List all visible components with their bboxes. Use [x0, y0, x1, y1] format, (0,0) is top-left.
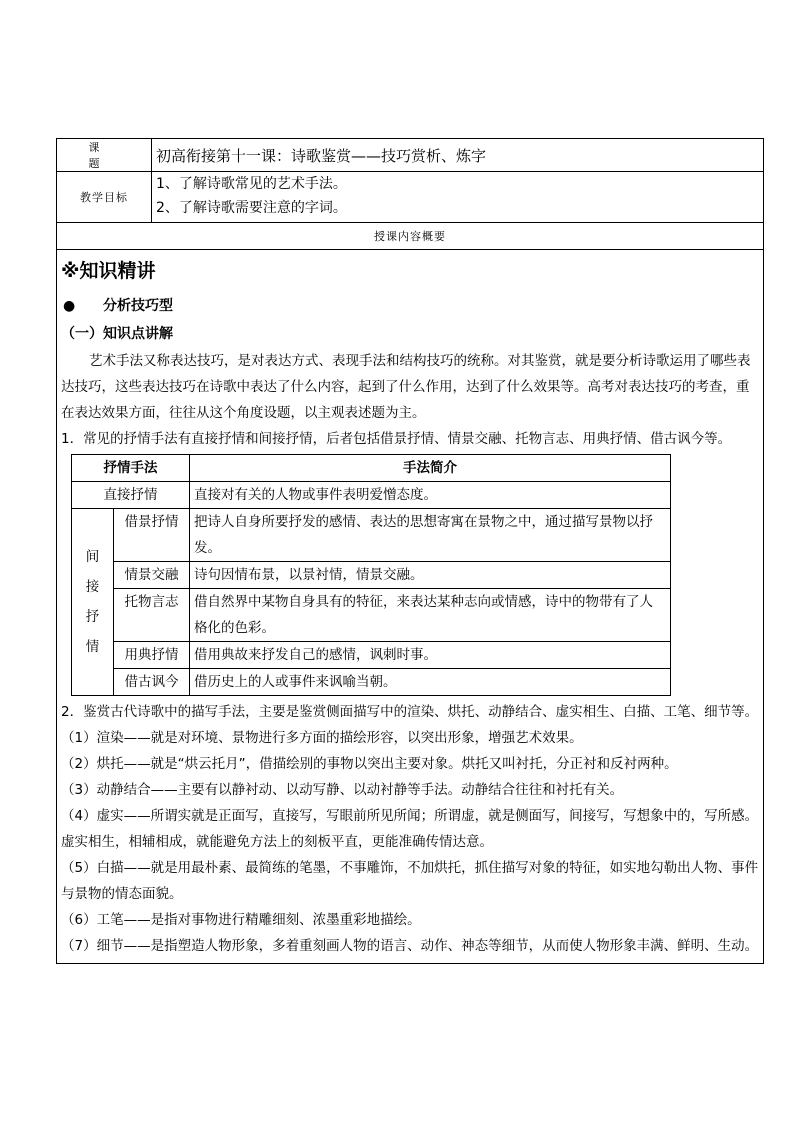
table-row: [72, 482, 671, 509]
method-name: 直接抒情: [72, 482, 190, 509]
summary-row: [57, 223, 764, 250]
method-desc: 直接对有关的人物或事件表明爱憎态度。: [190, 482, 671, 509]
method-desc: 借自然界中某物自身具有的特征，来表达某种志向或情感，诗中的物带有了人格化的色彩。: [190, 589, 671, 642]
lyric-method-table: [71, 454, 671, 696]
goal-item: 2、了解诗歌需要注意的字词。: [156, 200, 347, 216]
point-one: 1．常见的抒情手法有直接抒情和间接抒情，后者包括借景抒情、情景交融、托物言志、用典抒情、借古讽今等。: [61, 431, 732, 447]
topic-label: 课 题: [57, 139, 152, 172]
indirect-label: [72, 509, 114, 696]
content-cell: [57, 250, 764, 964]
method-name: 托物言志: [114, 589, 190, 642]
bullet-heading: [61, 292, 759, 320]
topic-row: [57, 139, 764, 172]
topic-value: 初高衔接第十一课：诗歌鉴赏——技巧赏析、炼字: [152, 139, 764, 172]
list-item: （6）工笔——是指对事物进行精雕细刻、浓墨重彩地描绘。: [61, 912, 421, 928]
table-row: [72, 669, 671, 696]
table-header-row: [72, 455, 671, 482]
indirect-char: 间: [85, 549, 100, 565]
lesson-table: [56, 138, 764, 964]
point-two: 2．鉴赏古代诗歌中的描写手法，主要是鉴赏侧面描写中的渲染、烘托、动静结合、虚实相生、白描、工笔、细节等。: [61, 704, 759, 720]
summary-label: 授课内容概要: [57, 223, 764, 250]
method-desc: 借用典故来抒发自己的感情，讽刺时事。: [190, 642, 671, 669]
goal-item: 1、了解诗歌常见的艺术手法。: [156, 176, 347, 192]
table-header-desc: 手法简介: [190, 455, 671, 482]
indirect-char: 情: [85, 639, 100, 655]
method-name: 用典抒情: [114, 642, 190, 669]
table-header-method: 抒情手法: [72, 455, 190, 482]
section-heading: ※知识精讲: [61, 260, 156, 282]
lesson-page: [56, 138, 764, 964]
list-item: （4）虚实——所谓实就是正面写，直接写，写眼前所见所闻；所谓虚，就是侧面写，间接写，写想象中的，写所感。虚实相生，相辅相成，就能避免方法上的刻板平直，更能准确传情达意。: [61, 808, 759, 850]
table-row: [72, 642, 671, 669]
method-desc: 借历史上的人或事件来讽喻当朝。: [190, 669, 671, 696]
indirect-char: 抒: [85, 609, 100, 625]
method-name: 借古讽今: [114, 669, 190, 696]
method-desc: 诗句因情布景，以景衬情，情景交融。: [190, 562, 671, 589]
list-item: （7）细节——是指塑造人物形象，多着重刻画人物的语言、动作、神态等细节，从而使人物形象丰满、鲜明、生动。: [61, 938, 759, 954]
bullet-text: 分析技巧型: [103, 298, 173, 314]
table-row: [72, 509, 671, 562]
intro-paragraph: 艺术手法又称表达技巧，是对表达方式、表现手法和结构技巧的统称。对其鉴赏，就是要分析诗歌运用了哪些表达技巧，这些表达技巧在诗歌中表达了什么内容，起到了什么作用，达到了什么效果等。高考对表达技巧的考查，重在表达效果方面，往往从这个角度设题，以主观表述题为主。: [61, 353, 751, 421]
subheading: （一）知识点讲解: [61, 326, 173, 342]
goal-row: [57, 172, 764, 223]
list-item: （2）烘托——就是“烘云托月”，借描绘别的事物以突出主要对象。烘托又叫衬托，分正衬和反衬两种。: [61, 756, 678, 772]
table-row: [72, 562, 671, 589]
list-item: （1）渲染——就是对环境、景物进行多方面的描绘形容，以突出形象，增强艺术效果。: [61, 730, 583, 746]
bullet-icon: ●: [63, 298, 76, 314]
method-name: 情景交融: [114, 562, 190, 589]
table-row: [72, 589, 671, 642]
method-desc: 把诗人自身所要抒发的感情、表达的思想寄寓在景物之中，通过描写景物以抒发。: [190, 509, 671, 562]
goal-label: 教学目标: [57, 172, 152, 223]
list-item: （3）动静结合——主要有以静衬动、以动写静、以动衬静等手法。动静结合往往和衬托有关。: [61, 782, 624, 798]
method-name: 借景抒情: [114, 509, 190, 562]
goal-list: [152, 172, 764, 223]
list-item: （5）白描——就是用最朴素、最简练的笔墨，不事雕饰，不加烘托，抓住描写对象的特征，如实地勾勒出人物、事件与景物的情态面貌。: [61, 860, 759, 902]
indirect-char: 接: [85, 579, 100, 595]
content-row: [57, 250, 764, 964]
